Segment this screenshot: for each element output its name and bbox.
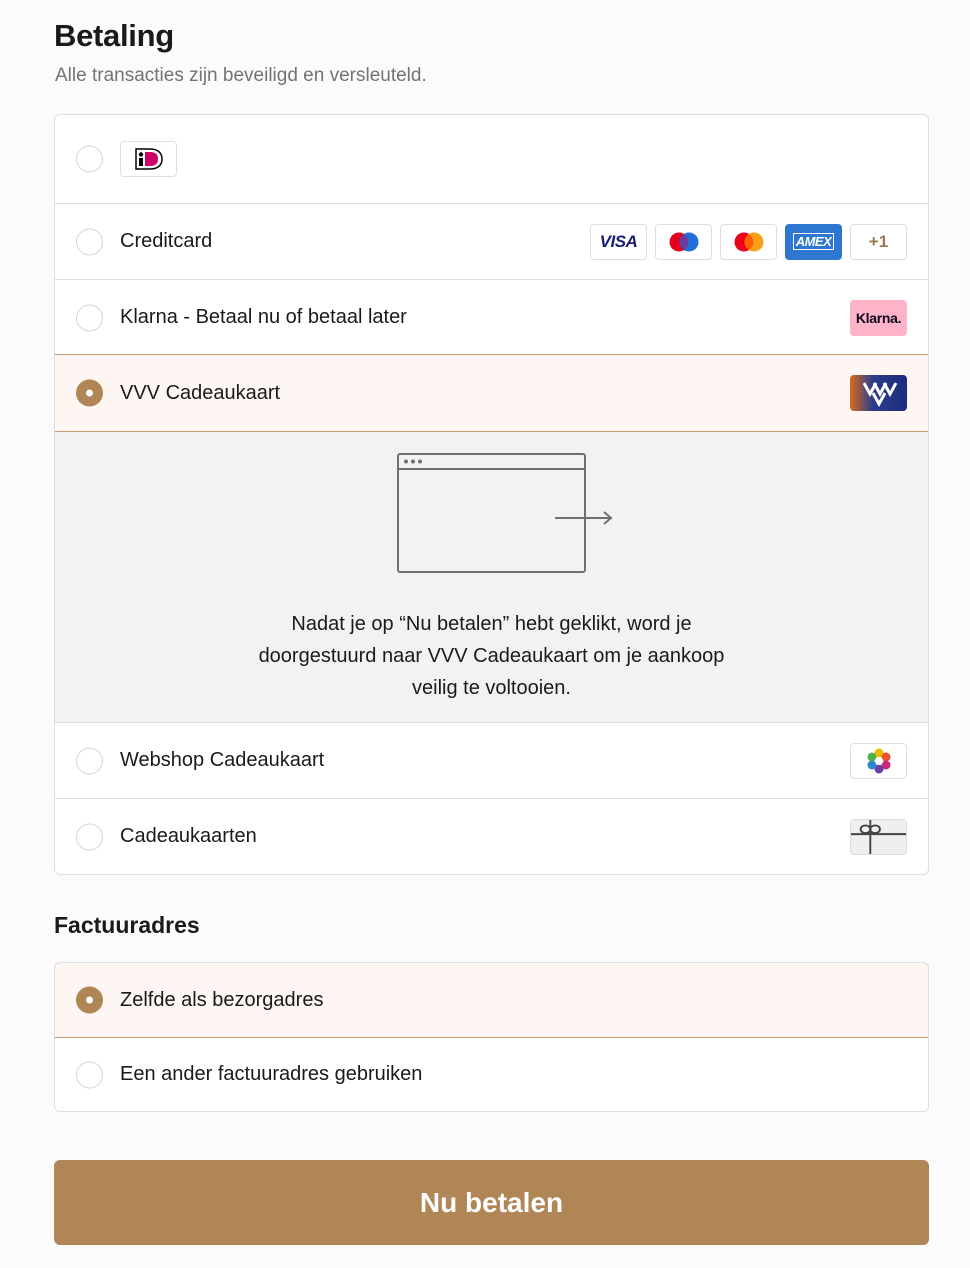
billing-option-same[interactable] <box>54 962 929 1038</box>
card-brand-badges <box>590 224 907 260</box>
gift-card-icon <box>850 819 907 855</box>
webshop-badge-wrap <box>850 743 907 779</box>
redirect-info-panel <box>55 432 928 722</box>
billing-title: Factuuradres <box>54 912 200 938</box>
webshop-giftcard-label: Webshop Cadeaukaart <box>120 749 325 771</box>
giftcards-label: Cadeaukaarten <box>120 825 257 847</box>
vvv-badge-wrap <box>850 375 907 411</box>
radio-ideal[interactable] <box>76 146 103 173</box>
radio-vvv[interactable] <box>76 380 103 407</box>
webshop-giftcard-logo-icon <box>850 743 907 779</box>
klarna-label: Klarna - Betaal nu of betaal later <box>120 306 407 328</box>
gift-badge-wrap <box>850 819 907 855</box>
radio-billing-other[interactable] <box>76 1061 103 1088</box>
visa-text: VISA <box>599 231 638 251</box>
klarna-logo-icon <box>850 300 907 336</box>
radio-klarna[interactable] <box>76 304 103 331</box>
radio-webshop-giftcard[interactable] <box>76 747 103 774</box>
radio-billing-same[interactable] <box>76 987 103 1014</box>
radio-giftcards[interactable] <box>76 823 103 850</box>
payment-option-ideal[interactable] <box>55 115 928 203</box>
payment-option-giftcards[interactable] <box>55 798 928 874</box>
vvv-logo-icon <box>850 375 907 411</box>
amex-logo-icon <box>785 224 842 260</box>
creditcard-label: Creditcard <box>120 230 213 252</box>
pay-now-button[interactable]: Nu betalen <box>54 1160 929 1245</box>
radio-creditcard[interactable] <box>76 228 103 255</box>
klarna-badge-wrap <box>850 300 907 336</box>
payment-option-creditcard[interactable] <box>55 203 928 279</box>
more-cards-count: +1 <box>868 231 889 251</box>
klarna-logo-text: Klarna. <box>855 309 902 326</box>
mastercard-logo-icon <box>720 224 777 260</box>
billing-same-label: Zelfde als bezorgadres <box>120 988 324 1011</box>
billing-options <box>54 962 929 1112</box>
billing-option-other[interactable] <box>55 1038 928 1111</box>
more-cards-badge <box>850 224 907 260</box>
maestro-logo-icon <box>655 224 712 260</box>
payment-option-klarna[interactable] <box>55 279 928 355</box>
redirect-message: Nadat je op “Nu betalen” hebt geklikt, word je doorgestuurd naar VVV Cadeaukaart om je aankoop veilig te voltooien. <box>258 613 725 699</box>
visa-logo-icon <box>590 224 647 260</box>
payment-methods <box>54 114 929 875</box>
payment-title: Betaling <box>54 18 174 53</box>
ideal-logo-icon <box>120 141 177 177</box>
payment-option-vvv[interactable] <box>54 354 929 432</box>
browser-redirect-icon <box>397 452 677 582</box>
payment-option-webshop-giftcard[interactable] <box>55 722 928 798</box>
payment-subtitle: Alle transacties zijn beveiligd en versleuteld. <box>55 65 427 86</box>
amex-text: AMEX <box>793 233 835 250</box>
vvv-label: VVV Cadeaukaart <box>120 381 281 404</box>
billing-other-label: Een ander factuuradres gebruiken <box>120 1063 423 1085</box>
